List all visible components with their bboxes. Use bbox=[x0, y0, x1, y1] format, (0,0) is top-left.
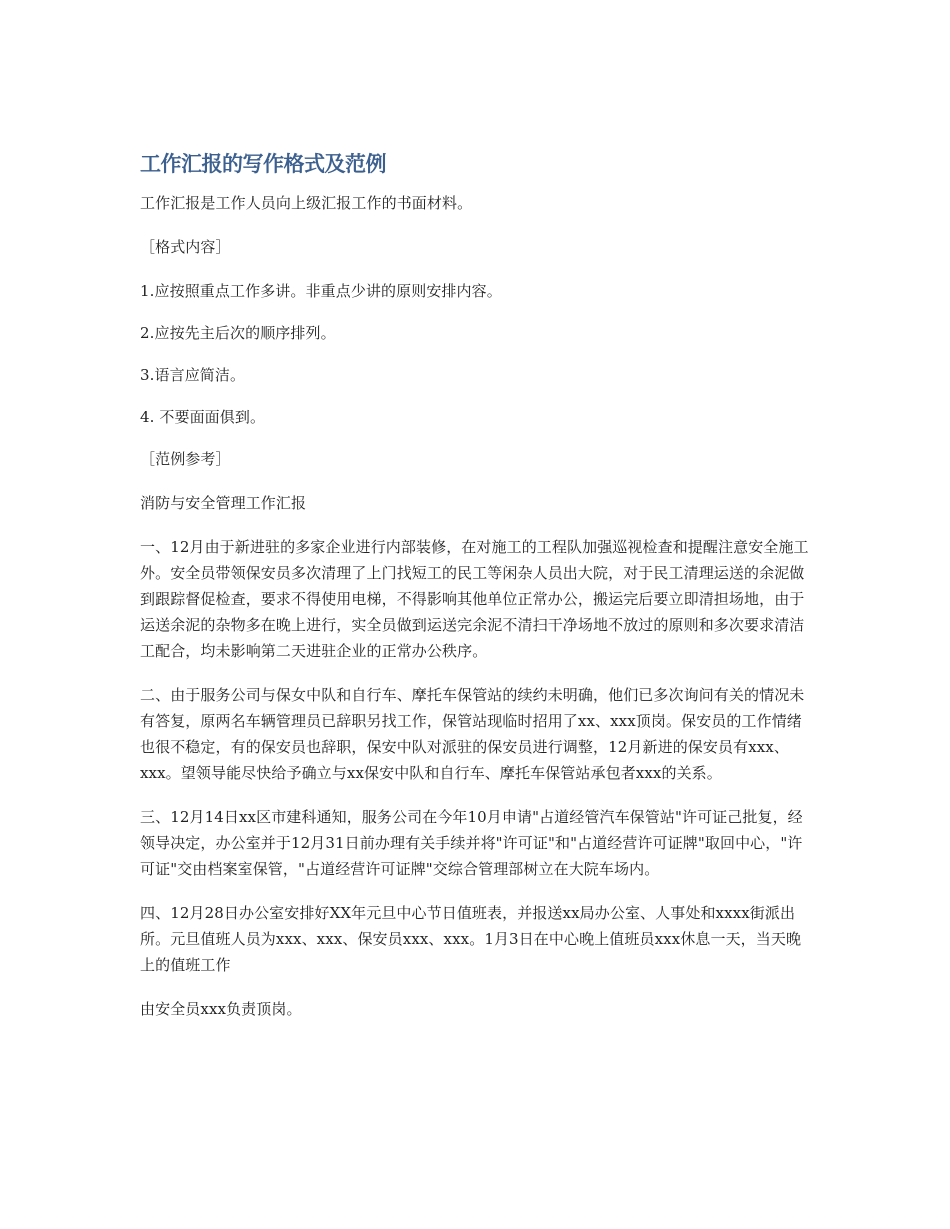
format-item-1: 1.应按照重点工作多讲。非重点少讲的原则安排内容。 bbox=[140, 282, 502, 300]
intro-paragraph: 工作汇报是工作人员向上级汇报工作的书面材料。 bbox=[140, 194, 473, 212]
example-paragraph-4: 四、12月28日办公室安排好XX年元旦中心节日值班表，并报送xx局办公室、人事处和xxxx街派出所。元旦值班人员为xxx、xxx、保安员xxx、xxx。1月3日在中心晚上值班员xxx休息一天，当天晚上的值班工作 bbox=[140, 904, 802, 974]
example-paragraph-3: 三、12月14日xx区市建科通知，服务公司在今年10月申请"占道经管汽车保管站"许可证己批复，经领导决定，办公室并于12月31日前办理有关手续并将"许可证"和"占道经营许可证牌"取回中心，"许可证"交由档案室保管，"占道经营许可证牌"交综合管理部树立在大院车场内。 bbox=[140, 808, 803, 878]
example-paragraph-1: 一、12月由于新进驻的多家企业进行内部装修，在对施工的工程队加强巡视检查和提醒注意安全施工外。安全员带领保安员多次清理了上门找短工的民工等闲杂人员出大院，对于民工清理运送的余泥做到跟踪督促检查，要求不得使用电梯，不得影响其他单位正常办公，搬运完后要立即清担场地，由于运送余泥的杂物多在晚上进行，实全员做到运送完余泥不清扫干净场地不放过的原则和多次要求清洁工配合，均未影响第二天进驻企业的正常办公秩序。 bbox=[140, 538, 809, 660]
document-page bbox=[140, 150, 810, 1040]
example-title: 消防与安全管理工作汇报 bbox=[140, 494, 307, 512]
example-heading: ［范例参考］ bbox=[140, 450, 231, 468]
format-item-3: 3.语言应简洁。 bbox=[140, 366, 246, 384]
example-paragraph-2: 二、由于服务公司与保女中队和自行车、摩托车保管站的续约未明确，他们已多次询问有关的情况未有答复，原两名车辆管理员已辞职另找工作，保管站现临时招用了xx、xxx顶岗。保安员的工作情绪也很不稳定，有的保安员也辞职，保安中队对派驻的保安员进行调整，12月新进的保安员有xxx、xxx。望领导能尽快给予确立与xx保安中队和自行车、摩托车保管站承包者xxx的关系。 bbox=[140, 686, 805, 782]
document-title: 工作汇报的写作格式及范例 bbox=[140, 152, 386, 176]
example-paragraph-5: 由安全员xxx负责顶岗。 bbox=[140, 1000, 302, 1018]
format-item-4: 4. 不要面面俱到。 bbox=[140, 408, 266, 426]
format-heading: ［格式内容］ bbox=[140, 238, 231, 256]
format-item-2: 2.应按先主后次的顺序排列。 bbox=[140, 324, 336, 342]
